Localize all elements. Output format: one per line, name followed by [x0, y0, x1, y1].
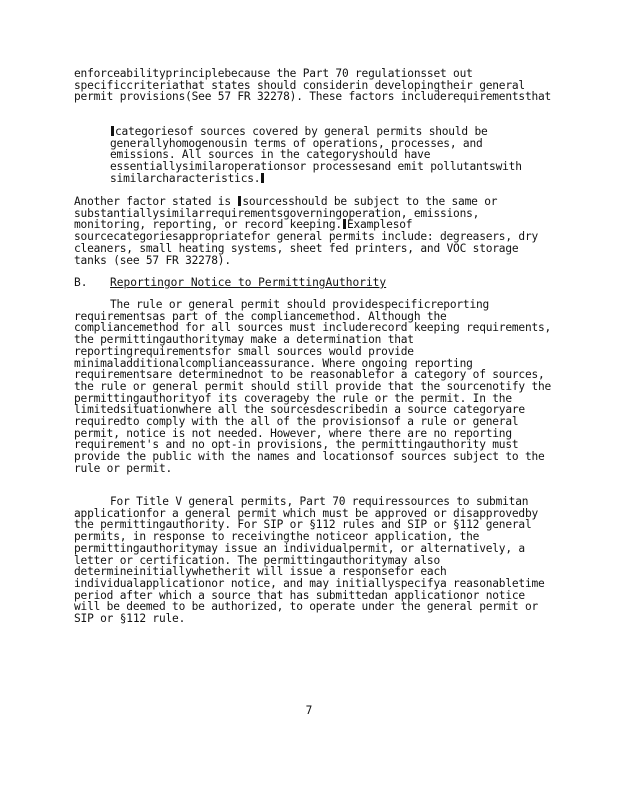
title-v-paragraph	[74, 496, 554, 625]
reporting-paragraph	[74, 298, 558, 475]
section-title: Reportingor Notice to PermittingAuthority	[110, 276, 387, 289]
block-quote	[110, 126, 550, 185]
redline-mark	[343, 219, 346, 229]
factor-examples: Examplesof sourcecategoriesappropriatefor general permits include: degreasers, dry cleaners, small heating systems, sheet fed printers, and VOC storage tanks (see 57 FR 32278).	[74, 218, 545, 267]
redline-mark	[261, 173, 264, 183]
reporting-text: The rule or general permit should providespecificreporting requirementsas part of the compliancemethod. Although the compliancemethod for all sources must includerecord keeping requirements, the permittingauthoritymay make a determination that reportingrequirementsfor small sources would provide minimaladditionalcomplianceassurance. Where ongoing reporting requirementsare determinednot to be reasonablefor a category of sources, the rule or general permit should still provide that the sourcenotify the permittingauthorityof its coverageby the rule or the permit. In the limitedsituationwhere all the sourcesdescribedin a source categoryare requiredto comply with the all of the provisionsof a rule or general permit, notice is not needed. However, where there are no reporting requirement's and no opt-in provisions, the permittingauthority must provide the public with the names and locationsof sources subject to the rule or permit.	[74, 298, 558, 475]
title-v-text: For Title V general permits, Part 70 requiressources to submitan applicationfor a general permit which must be approved or disapprovedby the permittingauthority. For SIP or §112 rules and SIP or §112 general permits, in response to receivingthe noticeor application, the permittingauthoritymay issue an individualpermit, or alternatively, a letter or certification. The permittingauthoritymay also determineinitiallywhetherit will issue a responsefor each individualapplicationor notice, and may initiallyspecifya reasonabletime period after which a source that has submittedan applicationor notice will be deemed to be authorized, to operate under the general permit or SIP or §112 rule.	[74, 495, 552, 626]
section-heading	[74, 277, 386, 289]
factor-text: sourcesshould be subject to the same or substantiallysimilarrequirementsgoverningoperation, emissions, monitoring, reporting, or record keeping.	[74, 195, 504, 232]
page-number: 7	[305, 704, 313, 717]
section-label: B.	[74, 276, 88, 289]
factor-intro: Another factor stated is	[74, 195, 238, 208]
quote-text: categoriesof sources covered by general permits should be generallyhomogenousin terms of operations, processes, and emissions. All sources in the categoryshould have essentiallysimilaroperationsor processesand emit pollutantswith similarcharacteristics.	[110, 125, 529, 185]
factor-paragraph	[74, 196, 554, 266]
redline-mark	[111, 126, 114, 136]
redline-mark	[238, 196, 241, 206]
intro-paragraph: enforceabilityprinciplebecause the Part 70 regulationsset out specificcriteriathat states should considerin developingtheir general permit provisions(See 57 FR 32278). These factors includerequirementsthat	[74, 67, 552, 104]
